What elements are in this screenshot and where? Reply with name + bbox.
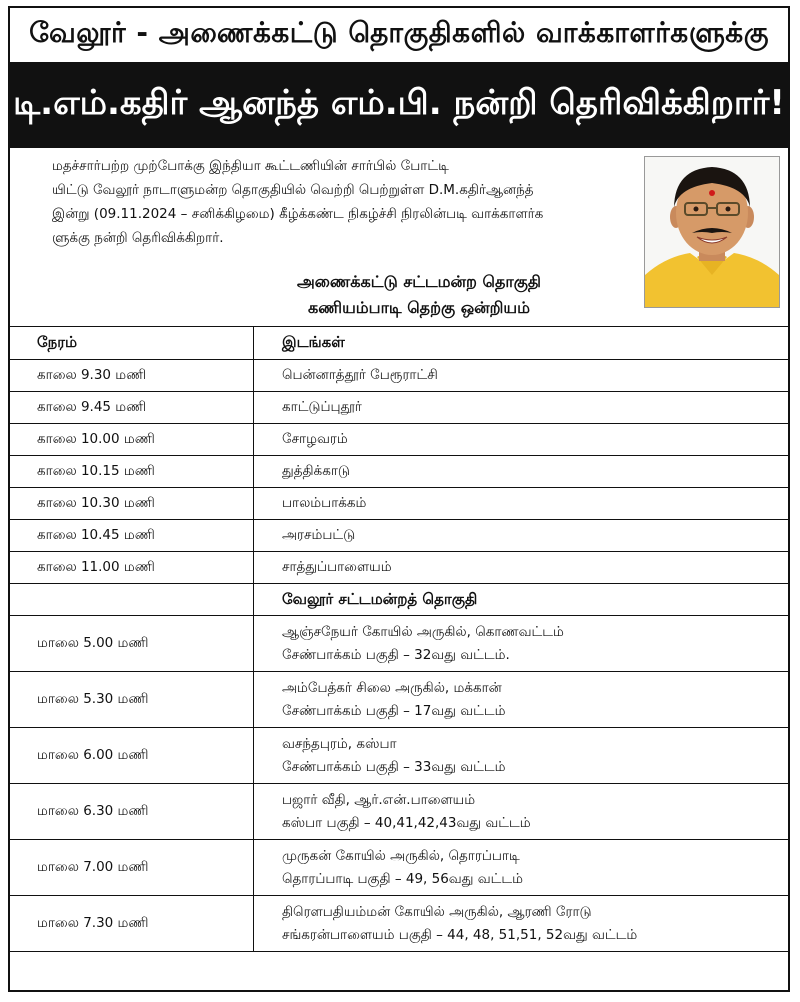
place-cell: பென்னாத்தூர் பேரூராட்சி — [254, 360, 790, 392]
table-row — [9, 456, 790, 488]
intro-line: மதச்சார்பற்ற முற்போக்கு இந்தியா கூட்டணியின் சார்பில் போட்டி — [52, 158, 449, 174]
place-cell: காட்டுப்புதூர் — [254, 392, 790, 424]
intro-paragraph — [52, 154, 634, 250]
place-cell — [254, 840, 790, 896]
place-cell — [254, 728, 790, 784]
place-line-1: திரௌபதியம்மன் கோயில் அருகில், ஆரணி ரோடு — [282, 903, 592, 920]
notice-frame — [8, 6, 790, 992]
place-line-2: சேண்பாக்கம் பகுதி – 32வது வட்டம். — [282, 646, 510, 663]
empty-cell — [9, 584, 254, 616]
place-line-1: முருகன் கோயில் அருகில், தொரப்பாடி — [282, 847, 520, 864]
time-cell: காலை 10.30 மணி — [9, 488, 254, 520]
place-line-2: தொரப்பாடி பகுதி – 49, 56வது வட்டம் — [282, 870, 523, 887]
table-row — [9, 424, 790, 456]
time-cell: மாலை 5.30 மணி — [9, 672, 254, 728]
time-cell: காலை 9.45 மணி — [9, 392, 254, 424]
place-line-2: சங்கரன்பாளையம் பகுதி – 44, 48, 51,51, 52வது வட்டம் — [282, 926, 638, 943]
time-cell: காலை 11.00 மணி — [9, 552, 254, 584]
place-line-1: ஆஞ்சநேயர் கோயில் அருகில், கொணவட்டம் — [282, 623, 564, 640]
place-line-2: சேண்பாக்கம் பகுதி – 33வது வட்டம் — [282, 758, 506, 775]
section-title-vellore: வேலூர் சட்டமன்றத் தொகுதி — [254, 584, 790, 616]
section-row — [9, 584, 790, 616]
table-row — [9, 360, 790, 392]
column-header-time: நேரம் — [9, 327, 254, 360]
time-cell: மாலை 6.00 மணி — [9, 728, 254, 784]
column-header-place: இடங்கள் — [254, 327, 790, 360]
time-cell: காலை 10.00 மணி — [9, 424, 254, 456]
table-row — [9, 488, 790, 520]
time-cell: காலை 10.15 மணி — [9, 456, 254, 488]
section-title-line-2: கணியம்பாடி தெற்கு ஒன்றியம் — [308, 298, 530, 317]
intro-line: இன்று (09.11.2024 – சனிக்கிழமை) கீழ்க்கண்ட நிகழ்ச்சி நிரலின்படி வாக்காளர்க — [52, 206, 544, 222]
intro-line: ளுக்கு நன்றி தெரிவிக்கிறார். — [52, 230, 224, 246]
time-cell: மாலை 6.30 மணி — [9, 784, 254, 840]
table-row — [9, 392, 790, 424]
time-cell: காலை 9.30 மணி — [9, 360, 254, 392]
table-row — [9, 784, 790, 840]
schedule-table — [8, 326, 790, 952]
place-line-1: அம்பேத்கர் சிலை அருகில், மக்கான் — [282, 679, 502, 696]
header-line-2: டி.எம்.கதிர் ஆனந்த் எம்.பி. நன்றி தெரிவிக்கிறார்! — [10, 62, 788, 148]
table-row — [9, 552, 790, 584]
time-cell: மாலை 7.30 மணி — [9, 896, 254, 952]
place-cell: அரசம்பட்டு — [254, 520, 790, 552]
time-cell: காலை 10.45 மணி — [9, 520, 254, 552]
place-cell — [254, 616, 790, 672]
table-row — [9, 520, 790, 552]
table-row — [9, 616, 790, 672]
place-line-1: வசந்தபுரம், கஸ்பா — [282, 735, 397, 752]
section-title-line-1: அணைக்கட்டு சட்டமன்ற தொகுதி — [297, 272, 541, 291]
table-header-row — [9, 327, 790, 360]
place-line-2: சேண்பாக்கம் பகுதி – 17வது வட்டம் — [282, 702, 506, 719]
place-cell: சாத்துப்பாளையம் — [254, 552, 790, 584]
place-line-2: கஸ்பா பகுதி – 40,41,42,43வது வட்டம் — [282, 814, 531, 831]
place-cell — [254, 784, 790, 840]
table-row — [9, 840, 790, 896]
place-cell: துத்திக்காடு — [254, 456, 790, 488]
place-cell: பாலம்பாக்கம் — [254, 488, 790, 520]
table-row — [9, 728, 790, 784]
place-cell: சோழவரம் — [254, 424, 790, 456]
time-cell: மாலை 7.00 மணி — [9, 840, 254, 896]
table-row — [9, 896, 790, 952]
header-line-1: வேலூர் - அணைக்கட்டு தொகுதிகளில் வாக்காளர்களுக்கு — [29, 15, 769, 49]
time-cell: மாலை 5.00 மணி — [9, 616, 254, 672]
intro-line: யிட்டு வேலூர் நாடாளுமன்ற தொகுதியில் வெற்றி பெற்றுள்ள D.M.கதிர்ஆனந்த் — [52, 182, 534, 198]
place-line-1: பஜார் வீதி, ஆர்.என்.பாளையம் — [282, 791, 476, 808]
place-cell — [254, 672, 790, 728]
table-row — [9, 672, 790, 728]
place-cell — [254, 896, 790, 952]
